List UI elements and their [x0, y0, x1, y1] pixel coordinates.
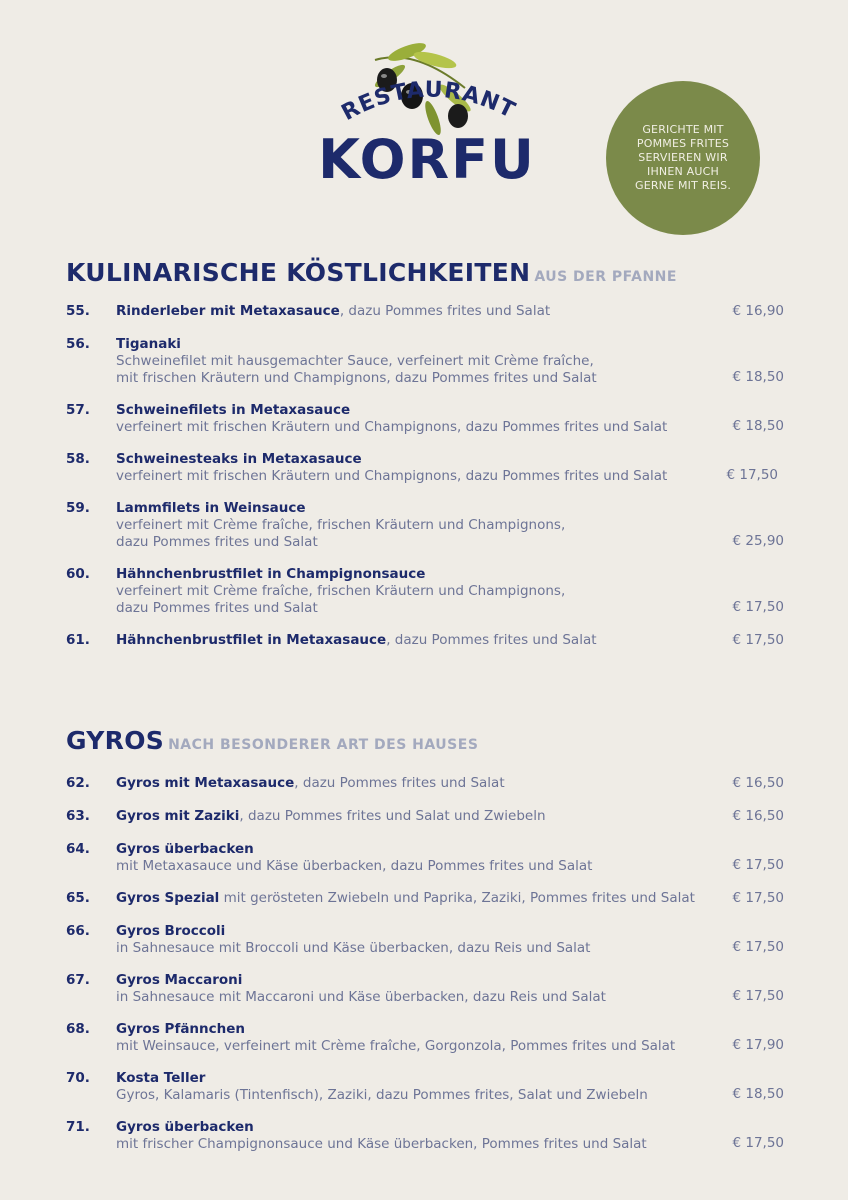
item-name: Tiganaki [116, 336, 181, 352]
item-price: € 18,50 [732, 1086, 784, 1102]
item-description: , dazu Pommes frites und Salat [339, 303, 551, 319]
item-price: € 17,50 [732, 599, 784, 615]
item-name: Gyros Pfännchen [116, 1021, 246, 1037]
item-price: € 25,90 [732, 533, 784, 549]
item-number: 62. [66, 775, 90, 791]
restaurant-logo [315, 38, 540, 188]
item-name: Kosta Teller [116, 1070, 206, 1086]
item-description-line2: dazu Pommes frites und Salat [116, 534, 318, 550]
item-number: 67. [66, 972, 90, 988]
section-subtitle: AUS DER PFANNE [534, 269, 677, 285]
item-number: 57. [66, 402, 90, 418]
logo-top-text: RESTAURANT [337, 77, 520, 126]
item-number: 55. [66, 303, 90, 319]
item-price: € 17,50 [732, 632, 784, 648]
section-title-main: KULINARISCHE KÖSTLICHKEITEN [66, 258, 531, 287]
item-number: 64. [66, 841, 90, 857]
item-description: mit Metaxasauce und Käse überbacken, dazu Pommes frites und Salat [116, 858, 593, 874]
item-number: 56. [66, 336, 90, 352]
item-number: 61. [66, 632, 90, 648]
item-name: Schweinefilets in Metaxasauce [116, 402, 351, 418]
item-name: Gyros Spezial [116, 890, 220, 906]
item-name: Gyros überbacken [116, 841, 254, 857]
item-number: 66. [66, 923, 90, 939]
item-number: 71. [66, 1119, 90, 1135]
section-gyros [66, 726, 786, 755]
item-number: 68. [66, 1021, 90, 1037]
item-number: 63. [66, 808, 90, 824]
item-description-line2: dazu Pommes frites und Salat [116, 600, 318, 616]
item-number: 59. [66, 500, 90, 516]
item-name: Hähnchenbrustfilet in Metaxasauce [116, 632, 387, 648]
item-price: € 18,50 [732, 369, 784, 385]
item-name: Lammfilets in Weinsauce [116, 500, 306, 516]
item-number: 60. [66, 566, 90, 582]
item-description: , dazu Pommes frites und Salat [294, 775, 505, 791]
item-number: 70. [66, 1070, 90, 1086]
item-description: verfeinert mit Crème fraîche, frischen Kräutern und Champignons, [116, 583, 566, 599]
item-name: Gyros überbacken [116, 1119, 254, 1135]
item-price: € 17,50 [732, 1135, 784, 1151]
item-price: € 16,50 [732, 775, 784, 791]
item-name: Hähnchenbrustfilet in Champignonsauce [116, 566, 426, 582]
section-title [66, 726, 786, 755]
item-price: € 16,50 [732, 808, 784, 824]
item-price: € 17,50 [732, 890, 784, 906]
item-number: 58. [66, 451, 90, 467]
item-description: Schweinefilet mit hausgemachter Sauce, verfeinert mit Crème fraîche, [116, 353, 594, 369]
item-description: verfeinert mit frischen Kräutern und Champignons, dazu Pommes frites und Salat [116, 468, 668, 484]
item-price: € 17,90 [732, 1037, 784, 1053]
item-name: Schweinesteaks in Metaxasauce [116, 451, 362, 467]
item-description: , dazu Pommes frites und Salat [386, 632, 597, 648]
item-description: in Sahnesauce mit Broccoli und Käse überbacken, dazu Reis und Salat [116, 940, 591, 956]
item-description: , dazu Pommes frites und Salat und Zwiebeln [239, 808, 546, 824]
item-description: verfeinert mit frischen Kräutern und Champignons, dazu Pommes frites und Salat [116, 419, 668, 435]
item-description: in Sahnesauce mit Maccaroni und Käse überbacken, dazu Reis und Salat [116, 989, 606, 1005]
section-title [66, 258, 786, 287]
item-name: Gyros mit Metaxasauce [116, 775, 295, 791]
item-description: mit frischer Champignonsauce und Käse überbacken, Pommes frites und Salat [116, 1136, 647, 1152]
rice-info-badge [606, 81, 760, 235]
item-description: mit gerösteten Zwiebeln und Paprika, Zaziki, Pommes frites und Salat [219, 890, 695, 906]
item-name: Gyros mit Zaziki [116, 808, 240, 824]
badge-text: GERICHTE MIT POMMES FRITES SERVIEREN WIR IHNEN AUCH GERNE MIT REIS. [634, 123, 732, 192]
item-price: € 17,50 [732, 939, 784, 955]
item-price: € 16,90 [732, 303, 784, 319]
logo-name: KORFU [318, 128, 536, 188]
item-description: verfeinert mit Crème fraîche, frischen Kräutern und Champignons, [116, 517, 566, 533]
item-price: € 18,50 [732, 418, 784, 434]
item-price: € 17,50 [726, 467, 778, 483]
item-description: Gyros, Kalamaris (Tintenfisch), Zaziki, dazu Pommes frites, Salat und Zwiebeln [116, 1087, 648, 1103]
section-title-main: GYROS [66, 726, 165, 755]
item-description-line2: mit frischen Kräutern und Champignons, dazu Pommes frites und Salat [116, 370, 597, 386]
section-subtitle: NACH BESONDERER ART DES HAUSES [168, 737, 479, 753]
item-price: € 17,50 [732, 857, 784, 873]
item-price: € 17,50 [732, 988, 784, 1004]
item-description: mit Weinsauce, verfeinert mit Crème fraîche, Gorgonzola, Pommes frites und Salat [116, 1038, 676, 1054]
item-name: Gyros Broccoli [116, 923, 226, 939]
item-name: Gyros Maccaroni [116, 972, 243, 988]
section-pan-dishes [66, 258, 786, 287]
item-number: 65. [66, 890, 90, 906]
item-name: Rinderleber mit Metaxasauce [116, 303, 340, 319]
